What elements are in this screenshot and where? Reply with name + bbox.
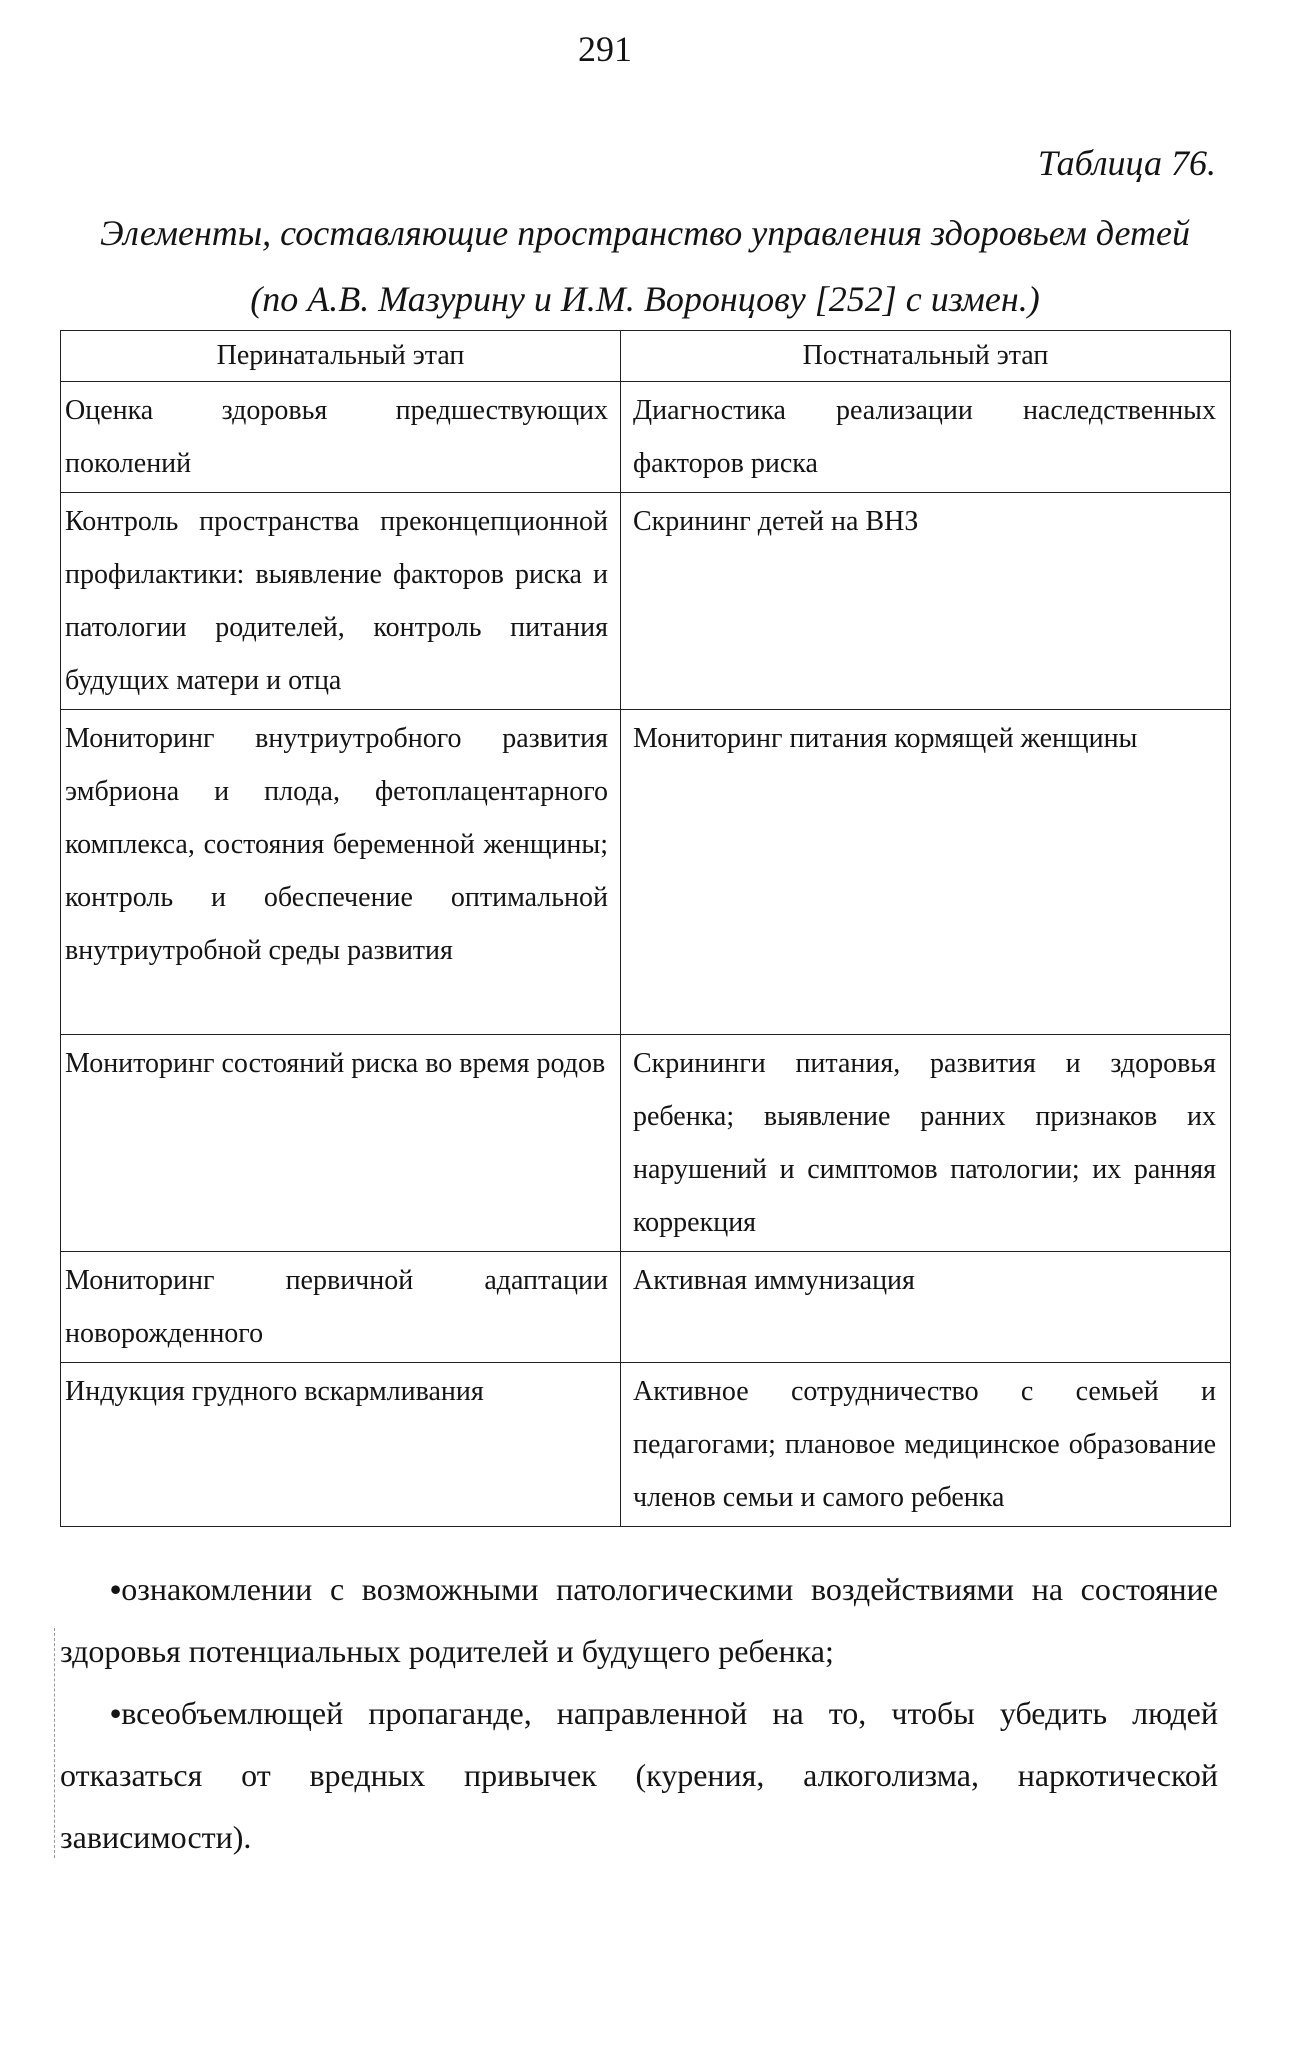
bullet-text: ознакомлении с возможными патологическими воздействиями на состояние здоровья потенциальных родителей и будущего ребенка; — [60, 1571, 1218, 1669]
table-cell: Мониторинг первичной адаптации новорожденного — [61, 1252, 621, 1363]
scan-margin-line — [54, 1628, 56, 1858]
table-cell: Мониторинг состояний риска во время родов — [61, 1035, 621, 1252]
table-row — [61, 1035, 1231, 1252]
table-cell: Контроль пространства преконцепционной профилактики: выявление факторов риска и патологии родителей, контроль питания будущих матери и отца — [61, 493, 621, 710]
bullet-paragraph — [60, 1682, 1218, 1868]
header-postnatal: Постнатальный этап — [621, 331, 1231, 382]
table-row — [61, 1252, 1231, 1363]
table-cell: Индукция грудного вскармливания — [61, 1363, 621, 1527]
bullet-icon: • — [110, 1695, 122, 1731]
table-row — [61, 710, 1231, 1035]
table-row — [61, 493, 1231, 710]
bullet-paragraph — [60, 1558, 1218, 1682]
table-cell: Мониторинг питания кормящей женщины — [621, 710, 1231, 1035]
table-cell: Скрининг детей на ВНЗ — [621, 493, 1231, 710]
table-cell: Скрининги питания, развития и здоровья ребенка; выявление ранних признаков их нарушений и симптомов патологии; их ранняя коррекция — [621, 1035, 1231, 1252]
table-cell: Диагностика реализации наследственных факторов риска — [621, 382, 1231, 493]
body-text — [60, 1558, 1218, 1868]
table-header-row — [61, 331, 1231, 382]
elements-table — [60, 330, 1231, 1527]
table-cell: Мониторинг внутриутробного развития эмбриона и плода, фетоплацентарного комплекса, состояния беременной женщины; контроль и обеспечение оптимальной внутриутробной среды развития — [61, 710, 621, 1035]
table-row — [61, 382, 1231, 493]
bullet-text: всеобъемлющей пропаганде, направленной на то, чтобы убедить людей отказаться от вредных привычек (курения, алкоголизма, наркотической зависимости). — [60, 1695, 1218, 1855]
table-label: Таблица 76. — [1037, 143, 1216, 183]
table-cell: Активное сотрудничество с семьей и педагогами; плановое медицинское образование членов семьи и самого ребенка — [621, 1363, 1231, 1527]
table-title — [60, 200, 1230, 332]
bullet-icon: • — [110, 1571, 122, 1607]
table-cell: Активная иммунизация — [621, 1252, 1231, 1363]
page-number: 291 — [578, 29, 632, 69]
header-perinatal: Перинатальный этап — [61, 331, 621, 382]
table-title-line-1: Элементы, составляющие пространство управления здоровьем детей — [99, 213, 1190, 253]
table-title-line-2: (по А.В. Мазурину и И.М. Воронцову [252] с измен.) — [250, 279, 1040, 319]
table-row — [61, 1363, 1231, 1527]
table-cell: Оценка здоровья предшествующих поколений — [61, 382, 621, 493]
